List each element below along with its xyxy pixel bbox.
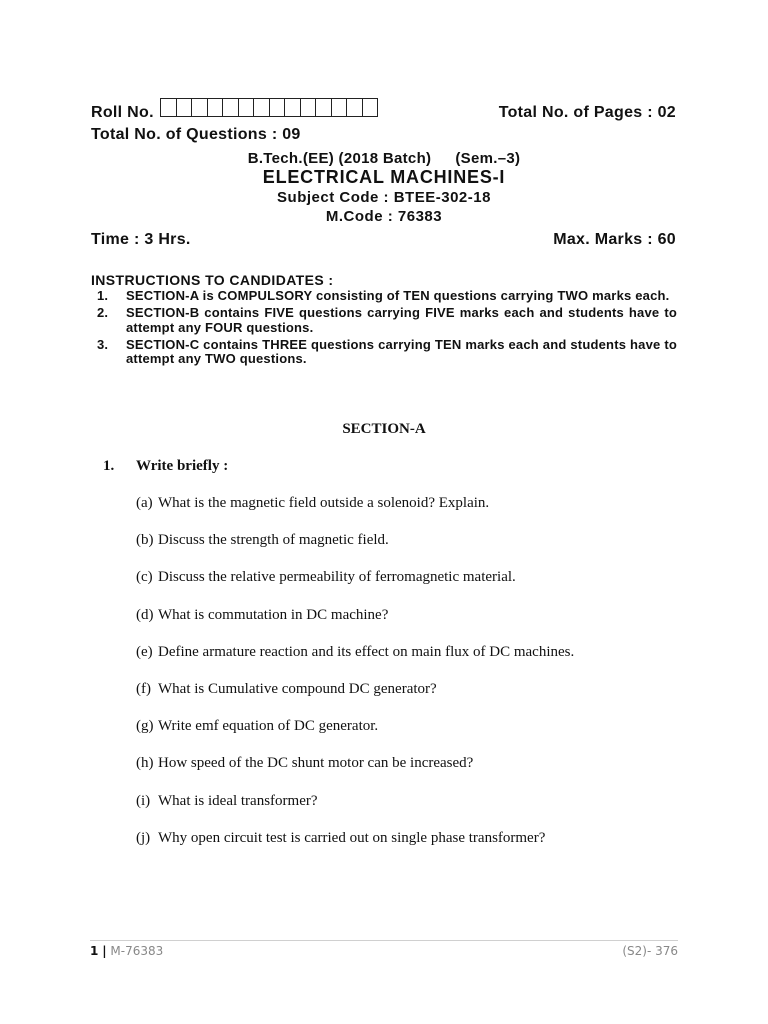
instruction-number: 1. [97,288,109,303]
instruction-text: SECTION-C contains THREE questions carrying TEN marks each and students have to attempt any TWO questions. [126,336,677,366]
subquestion-item [136,755,574,792]
subquestion-text: What is Cumulative compound DC generator? [158,680,437,697]
subquestion-label: (c) [136,569,153,586]
course-name: B.Tech.(EE) (2018 Batch) [247,150,432,167]
subquestion-text: How speed of the DC shunt motor can be increased? [158,755,474,772]
instruction-text: SECTION-A is COMPULSORY consisting of TEN questions carrying TWO marks each. [126,288,670,303]
instructions-list [91,289,677,369]
subquestion-text: Define armature reaction and its effect on main flux of DC machines. [158,643,575,660]
subquestion-item [136,681,574,718]
roll-number-box [239,99,255,116]
semester: (Sem.–3) [455,150,521,167]
subquestion-label: (i) [136,792,151,809]
subquestion-text: Discuss the strength of magnetic field. [158,532,389,549]
roll-number-boxes [160,98,378,117]
total-pages: Total No. of Pages : 02 [498,104,676,121]
subquestion-label: (e) [136,643,153,660]
roll-number-box [270,99,286,116]
instruction-item [91,306,677,335]
subquestion-text: Why open circuit test is carried out on single phase transformer? [158,829,546,846]
roll-number-box [208,99,224,116]
subquestion-label: (h) [136,755,154,772]
subquestion-item [136,718,574,755]
m-code: M.Code : 76383 [325,208,443,225]
subquestion-item [136,532,574,569]
instruction-number: 2. [97,305,109,320]
roll-number-box [301,99,317,116]
subquestion-item [136,830,574,867]
roll-number-box [254,99,270,116]
subquestion-text: Write emf equation of DC generator. [158,718,379,735]
footer-divider [90,940,678,941]
total-questions: Total No. of Questions : 09 [91,126,301,143]
footer-separator: | [102,944,107,958]
page-number: 1 [90,944,99,958]
subject-title: ELECTRICAL MACHINES-I [262,167,506,187]
subject-code: Subject Code : BTEE-302-18 [277,189,491,206]
subquestion-label: (g) [136,718,154,735]
subquestion-text: What is ideal transformer? [158,792,318,809]
exam-time: Time : 3 Hrs. [91,231,191,248]
roll-number-box [332,99,348,116]
subquestion-text: Discuss the relative permeability of ferromagnetic material. [158,569,516,586]
section-a-heading: SECTION-A [342,421,426,437]
subquestion-label: (j) [136,829,151,846]
roll-number-box [363,99,378,116]
subquestion-text: What is the magnetic field outside a solenoid? Explain. [158,495,490,511]
roll-number-box [285,99,301,116]
roll-number-box [347,99,363,116]
subquestion-item [136,793,574,830]
subquestion-item [136,644,574,681]
instruction-number: 3. [97,336,109,352]
footer-doc-code: M-76383 [110,944,164,958]
instruction-item [91,338,677,367]
roll-number-box [223,99,239,116]
subquestion-label: (d) [136,606,154,623]
roll-number-box [192,99,208,116]
question-number: 1. [103,458,115,474]
question-title: Write briefly : [136,458,229,474]
instruction-item [91,289,677,304]
roll-number-box [316,99,332,116]
subquestion-text: What is commutation in DC machine? [158,606,389,623]
footer-left [90,944,163,958]
subquestion-item [136,607,574,644]
subquestion-item [136,495,574,532]
max-marks: Max. Marks : 60 [553,231,676,248]
footer-right-code: (S2)- 376 [622,944,678,958]
subquestion-item [136,569,574,606]
subquestion-label: (a) [136,495,153,511]
roll-number-box [177,99,193,116]
course-line [0,150,768,167]
roll-number-box [161,99,177,116]
subquestion-label: (f) [136,680,151,697]
instructions-heading: INSTRUCTIONS TO CANDIDATES : [91,272,334,288]
subquestion-list [136,495,574,867]
subquestion-label: (b) [136,532,154,549]
instruction-text: SECTION-B contains FIVE questions carrying FIVE marks each and students have to attempt any FOUR questions. [126,305,677,335]
roll-number-label: Roll No. [91,104,154,121]
